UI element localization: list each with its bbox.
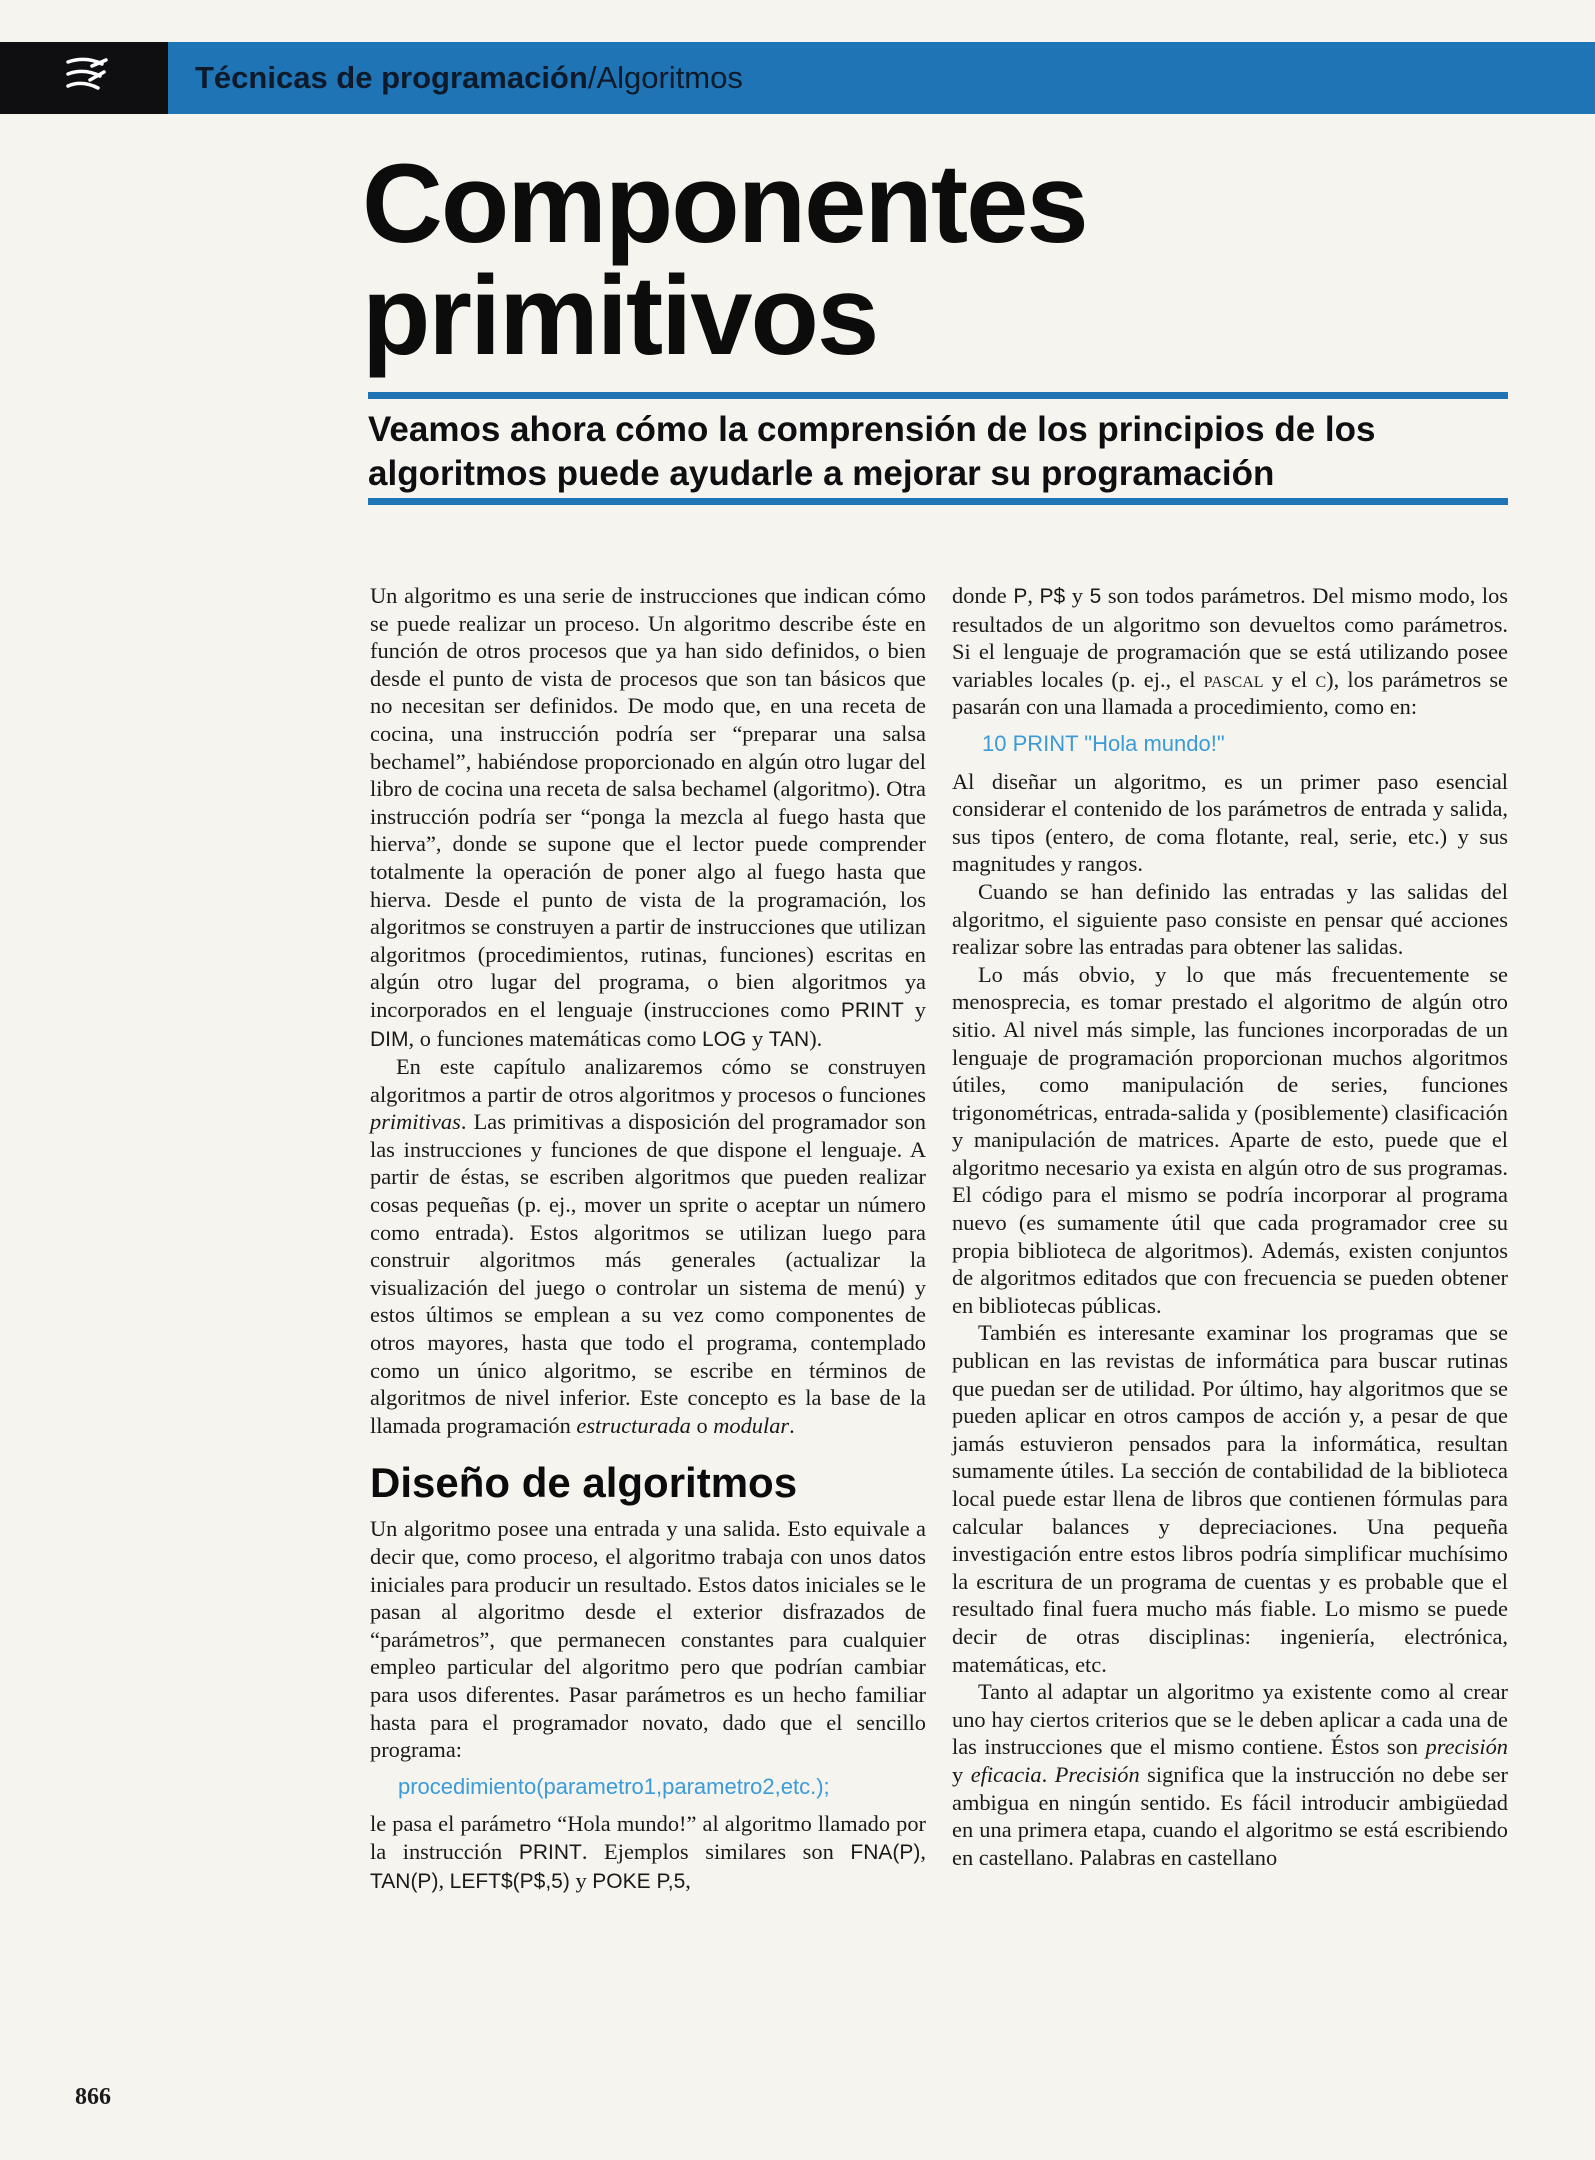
right-paragraph-5: También es interesante examinar los programas que se publican en las revistas de informática para buscar rutinas que puedan ser de utilidad. Por último, hay algoritmos que se pueden aplicar en otros campos de acción y, a pesar de que jamás estuvieron pensados para la informática, resultan sumamente útiles. La sección de contabilidad de la biblioteca local puede estar llena de libros que contienen fórmulas para calcular balances y depreciaciones. Una pequeña investigación entre estos libros podría simplificar muchísimo la escritura de un programa de cuentas y es probable que el resultado final fuera mucho más fiable. Lo mismo se puede decir de otras disciplinas: ingeniería, electrónica, matemáticas, etc. xyxy=(952,1320,1508,1677)
right-paragraph-3: Cuando se han definido las entradas y las salidas del algoritmo, el siguiente paso consiste en pensar qué acciones realizar sobre las entradas para obtener las salidas. xyxy=(952,878,1508,960)
title-line-1: Componentes xyxy=(362,141,1087,266)
subtitle: Veamos ahora cómo la comprensión de los principios de los algoritmos puede ayudarle a mejorar su programación xyxy=(368,410,1376,493)
page-number: 866 xyxy=(75,2084,111,2110)
right-paragraph-2: Al diseñar un algoritmo, es un primer paso esencial considerar el contenido de los parámetros de entrada y salida, sus tipos (entero, de coma flotante, real, serie, etc.) y sus magnitudes y rangos. xyxy=(952,768,1508,877)
top-rule xyxy=(368,392,1508,399)
keyword: POKE P,5 xyxy=(592,1869,686,1893)
header-section: Técnicas de programación xyxy=(195,60,588,95)
keyword: TAN xyxy=(768,1027,810,1051)
keyword: PRINT xyxy=(840,998,904,1022)
series-logo-icon xyxy=(62,54,110,102)
emphasis: precisión xyxy=(1425,1734,1508,1760)
keyword: DIM xyxy=(370,1027,409,1051)
emphasis: Precisión xyxy=(1054,1761,1140,1787)
emphasis: estructurada xyxy=(576,1412,691,1438)
series-logo xyxy=(0,42,168,114)
code-example-procedure: procedimiento(parametro1,parametro2,etc.); xyxy=(398,1773,830,1799)
left-paragraph-2: En este capítulo analizaremos cómo se construyen algoritmos a partir de otros algoritmos y procesos o funciones primitivas. Las primitivas a disposición del programador son las instrucciones y funciones de que dispone el lenguaje. A partir de éstas, se escriben algoritmos que pueden realizar cosas pequeñas (p. ej., mover un sprite o aceptar un número como entrada). Estos algoritmos se utilizan luego para construir algoritmos más generales (actualizar la visualización del juego o controlar un sistema de menú) y estos últimos se emplean a su vez como componentes de otros mayores, hasta que todo el programa, contemplado como un único algoritmo, se escribe en términos de algoritmos de nivel inferior. Este concepto es la base de la llamada programación estructurada o modular. xyxy=(370,1054,926,1438)
right-paragraph-6: Tanto al adaptar un algoritmo ya existente como al crear uno hay ciertos criterios que se le deben aplicar a cada una de las instrucciones que el mismo contiene. Éstos son precisión y eficacia. Precisión significa que la instrucción no debe ser ambigua en ningún sentido. Es fácil introducir ambigüedad en una primera etapa, cuando el algoritmo se está escribiendo en castellano. Palabras en castellano xyxy=(952,1679,1509,1870)
emphasis: modular xyxy=(713,1412,790,1438)
header-topic: Algoritmos xyxy=(596,60,743,95)
page-title xyxy=(362,141,1087,378)
keyword: P xyxy=(1013,585,1028,608)
emphasis: primitivas xyxy=(370,1109,461,1135)
keyword: P$ xyxy=(1039,585,1066,608)
left-paragraph-1: Un algoritmo es una serie de instrucciones que indican cómo se puede realizar un proceso. Un algoritmo describe éste en función de otros procesos que ya han sido definidos, o bien desde el punto de vista de procesos que son tan básicos que no necesitan ser definidos. De modo que, en una receta de cocina, una instrucción podría ser “preparar una salsa bechamel”, habiéndose proporcionado en algún otro lugar del libro de cocina una receta de salsa bechamel (algoritmo). Otra instrucción podría ser “ponga la mezcla al fuego hasta que hierva”, donde se supone que el lector puede comprender totalmente la operación de poner algo al fuego hasta que hierva. Desde el punto de vista de la programación, los algoritmos se construyen a partir de instrucciones que utilizan algoritmos (procedimientos, rutinas, funciones) escritas en algún otro lugar del programa, o bien algoritmos ya incorporados en el lenguaje (instrucciones como PRINT y DIM, o funciones matemáticas como LOG y TAN). xyxy=(370,583,926,1051)
keyword: FNA(P) xyxy=(850,1840,921,1864)
left-paragraph-4: le pasa el parámetro “Hola mundo!” al algoritmo llamado por la instrucción PRINT. Ejemplos similares son FNA(P), TAN(P), LEFT$(P$,5) y POKE P,5, xyxy=(370,1811,926,1893)
right-paragraph-4: Lo más obvio, y lo que más frecuentemente se menosprecia, es tomar prestado el algoritmo de algún otro sitio. Al nivel más simple, las funciones incorporadas de un lenguaje de programación proporcionan muchos algoritmos útiles, como manipulación de series, funciones trigonométricas, entrada-salida y (posiblemente) clasificación y manipulación de matrices. Aparte de esto, puede que el algoritmo necesario ya exista en algún otro de sus programas. El código para el mismo se podría incorporar al programa nuevo (es sumamente útil que cada programador cree su propia biblioteca de algoritmos). Además, existen conjuntos de algoritmos editados que con frecuencia se pueden obtener en bibliotecas públicas. xyxy=(952,961,1508,1318)
small-caps: pascal xyxy=(1203,666,1264,692)
right-paragraph-1: donde P, P$ y 5 son todos parámetros. Del mismo modo, los resultados de un algoritmo son devueltos como parámetros. Si el lenguaje de programación que se está utilizando posee variables locales (p. ej., el pascal y el c), los parámetros se pasarán con una llamada a procedimiento, como en: xyxy=(952,583,1509,720)
left-column xyxy=(370,582,926,1895)
header-breadcrumb xyxy=(195,58,743,98)
keyword: LEFT$(P$,5) xyxy=(449,1869,570,1893)
left-paragraph-3: Un algoritmo posee una entrada y una salida. Esto equivale a decir que, como proceso, el algoritmo trabaja con unos datos iniciales para producir un resultado. Estos datos iniciales se le pasan al algoritmo desde el exterior disfrazados de “parámetros”, que permanecen constantes para cualquier empleo particular del algoritmo pero que podrían cambiar para usos diferentes. Pasar parámetros es un hecho familiar hasta para el programador novato, dado que el sencillo programa: xyxy=(370,1516,926,1763)
keyword: TAN(P) xyxy=(370,1869,439,1893)
emphasis: eficacia xyxy=(970,1761,1042,1787)
right-column xyxy=(952,582,1508,1871)
keyword: 5 xyxy=(1089,585,1102,608)
header-separator: / xyxy=(587,60,597,95)
code-example-print: 10 PRINT "Hola mundo!" xyxy=(982,730,1225,756)
small-caps: c xyxy=(1315,666,1327,692)
title-line-2: primitivos xyxy=(362,253,878,378)
keyword: LOG xyxy=(701,1027,747,1051)
keyword: PRINT xyxy=(518,1840,582,1864)
section-heading: Diseño de algoritmos xyxy=(370,1459,798,1507)
bottom-rule xyxy=(368,498,1508,505)
